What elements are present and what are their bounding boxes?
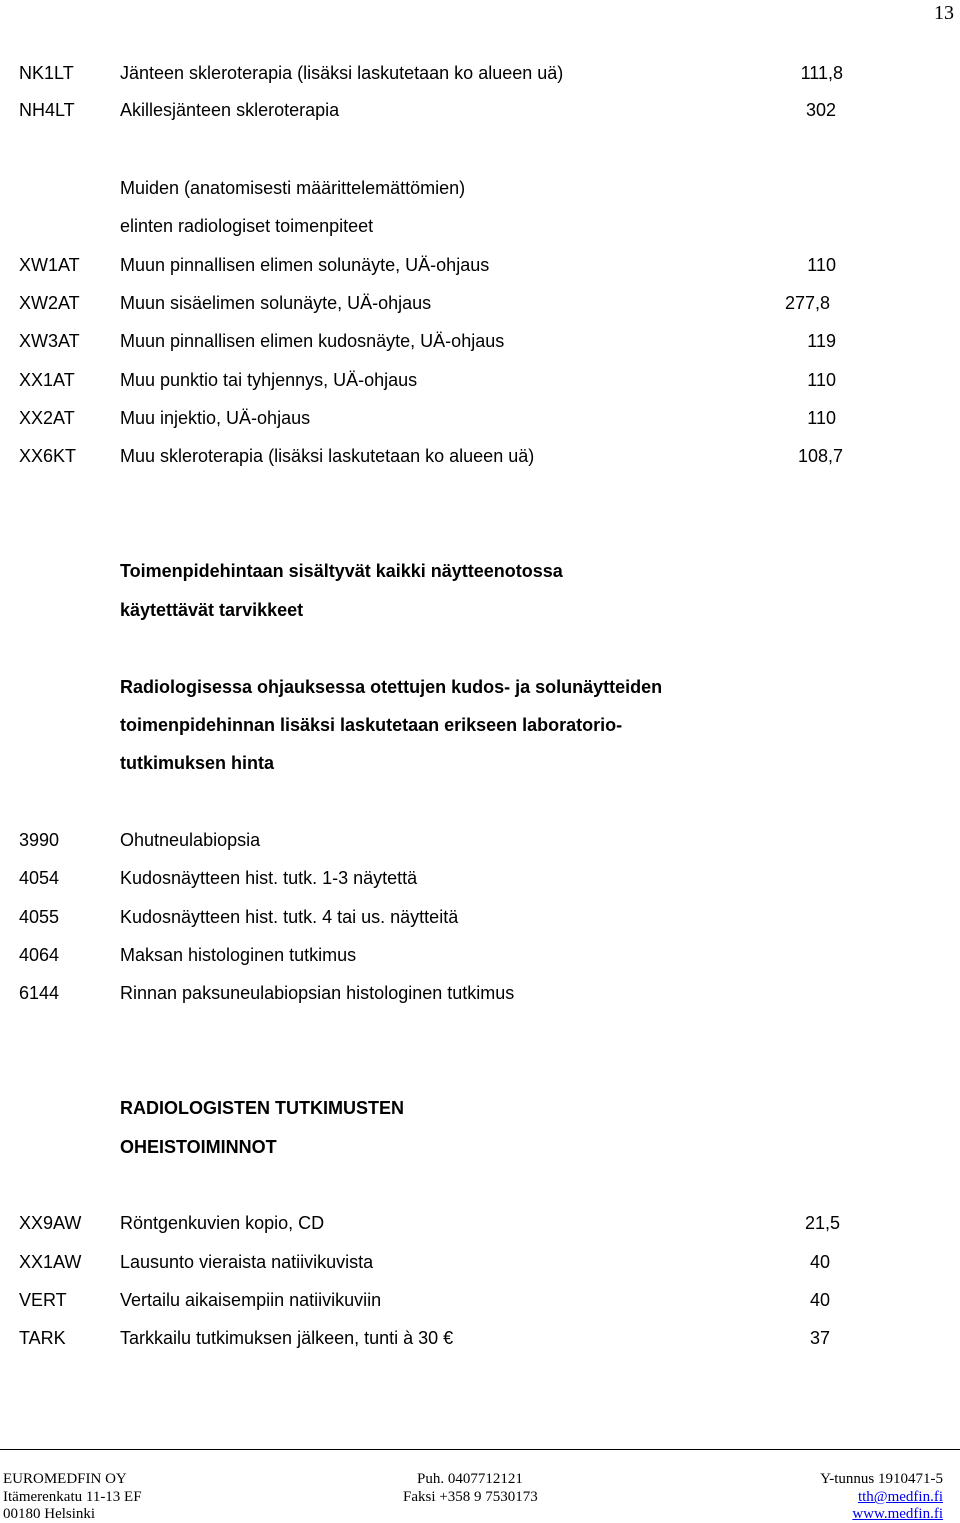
lab-row xyxy=(0,866,960,890)
footer-web-container xyxy=(852,1506,943,1523)
section-heading: OHEISTOIMINNOT xyxy=(120,1137,277,1157)
price-row xyxy=(0,61,960,85)
procedure-code: NH4LT xyxy=(19,100,75,120)
procedure-code: XX6KT xyxy=(19,446,77,466)
lab-row xyxy=(0,828,960,852)
procedure-description: Muun pinnallisen elimen solunäyte, UÄ-ohjaus xyxy=(120,255,490,275)
lab-description: Ohutneulabiopsia xyxy=(120,830,261,850)
note-text: tutkimuksen hinta xyxy=(120,753,275,773)
procedure-price: 110 xyxy=(807,370,836,390)
note-text: Radiologisessa ohjauksessa otettujen kudos- ja solunäytteiden xyxy=(120,677,663,697)
procedure-description: Muu skleroterapia (lisäksi laskutetaan ko alueen uä) xyxy=(120,446,535,466)
footer-divider xyxy=(0,1449,960,1450)
lab-code: 4055 xyxy=(19,907,60,927)
footer-street: Itämerenkatu 11-13 EF xyxy=(3,1489,142,1505)
price-row xyxy=(0,444,960,468)
procedure-code: XX9AW xyxy=(19,1213,82,1233)
price-row xyxy=(0,406,960,430)
procedure-code: TARK xyxy=(19,1328,66,1348)
footer-email-container xyxy=(858,1489,943,1506)
procedure-price: 110 xyxy=(807,255,836,275)
note-text: Toimenpidehintaan sisältyvät kaikki näytteenotossa xyxy=(120,561,563,581)
procedure-description: Muun sisäelimen solunäyte, UÄ-ohjaus xyxy=(120,293,432,313)
lab-row xyxy=(0,943,960,967)
price-row xyxy=(0,253,960,277)
procedure-price: 40 xyxy=(809,1290,830,1310)
procedure-price: 111,8 xyxy=(800,63,843,83)
footer-fax: Faksi +358 9 7530173 xyxy=(403,1489,538,1505)
lab-code: 6144 xyxy=(19,983,60,1003)
procedure-price: 277,8 xyxy=(784,293,830,313)
procedure-code: XX1AT xyxy=(19,370,75,390)
lab-code: 4064 xyxy=(19,945,60,965)
procedure-description: Muu punktio tai tyhjennys, UÄ-ohjaus xyxy=(120,370,418,390)
price-row xyxy=(0,291,960,315)
lab-row xyxy=(0,905,960,929)
lab-description: Maksan histologinen tutkimus xyxy=(120,945,357,965)
procedure-price: 21,5 xyxy=(804,1213,840,1233)
procedure-description: Muun pinnallisen elimen kudosnäyte, UÄ-ohjaus xyxy=(120,331,505,351)
section-heading: elinten radiologiset toimenpiteet xyxy=(120,216,374,236)
price-row xyxy=(0,1250,960,1274)
procedure-code: XW1AT xyxy=(19,255,80,275)
note-text: käytettävät tarvikkeet xyxy=(120,600,304,620)
lab-code: 4054 xyxy=(19,868,60,888)
procedure-price: 108,7 xyxy=(797,446,843,466)
procedure-price: 119 xyxy=(807,331,836,351)
footer-city: 00180 Helsinki xyxy=(3,1506,96,1522)
price-row xyxy=(0,1326,960,1350)
price-row xyxy=(0,1211,960,1235)
lab-description: Rinnan paksuneulabiopsian histologinen tutkimus xyxy=(120,983,515,1003)
lab-description: Kudosnäytteen hist. tutk. 4 tai us. näytteitä xyxy=(120,907,459,927)
footer-business-id: Y-tunnus 1910471-5 xyxy=(820,1471,943,1487)
section-heading: RADIOLOGISTEN TUTKIMUSTEN xyxy=(120,1098,404,1118)
procedure-price: 110 xyxy=(807,408,836,428)
note-text: toimenpidehinnan lisäksi laskutetaan erikseen laboratorio- xyxy=(120,715,623,735)
section-heading: Muiden (anatomisesti määrittelemättömien) xyxy=(120,178,466,198)
procedure-code: VERT xyxy=(19,1290,67,1310)
procedure-code: XX2AT xyxy=(19,408,75,428)
price-row xyxy=(0,98,960,122)
procedure-description: Vertailu aikaisempiin natiivikuviin xyxy=(120,1290,382,1310)
price-row xyxy=(0,329,960,353)
footer-web-link[interactable]: www.medfin.fi xyxy=(852,1506,943,1522)
procedure-code: XW2AT xyxy=(19,293,80,313)
procedure-code: XW3AT xyxy=(19,331,80,351)
procedure-description: Jänteen skleroterapia (lisäksi laskutetaan ko alueen uä) xyxy=(120,63,564,83)
procedure-price: 302 xyxy=(805,100,836,120)
footer-email-link[interactable]: tth@medfin.fi xyxy=(857,1489,943,1505)
price-row xyxy=(0,1288,960,1312)
procedure-description: Akillesjänteen skleroterapia xyxy=(120,100,340,120)
procedure-price: 40 xyxy=(809,1252,830,1272)
page-number: 13 xyxy=(934,2,954,24)
footer-company: EUROMEDFIN OY xyxy=(3,1471,127,1487)
procedure-description: Röntgenkuvien kopio, CD xyxy=(120,1213,325,1233)
procedure-description: Muu injektio, UÄ-ohjaus xyxy=(120,408,311,428)
procedure-description: Tarkkailu tutkimuksen jälkeen, tunti à 30 € xyxy=(120,1328,454,1348)
lab-row xyxy=(0,981,960,1005)
procedure-code: XX1AW xyxy=(19,1252,82,1272)
procedure-description: Lausunto vieraista natiivikuvista xyxy=(120,1252,374,1272)
price-row xyxy=(0,368,960,392)
lab-description: Kudosnäytteen hist. tutk. 1-3 näytettä xyxy=(120,868,418,888)
footer-phone: Puh. 0407712121 xyxy=(417,1471,523,1487)
procedure-price: 37 xyxy=(809,1328,830,1348)
procedure-code: NK1LT xyxy=(19,63,74,83)
lab-code: 3990 xyxy=(19,830,60,850)
